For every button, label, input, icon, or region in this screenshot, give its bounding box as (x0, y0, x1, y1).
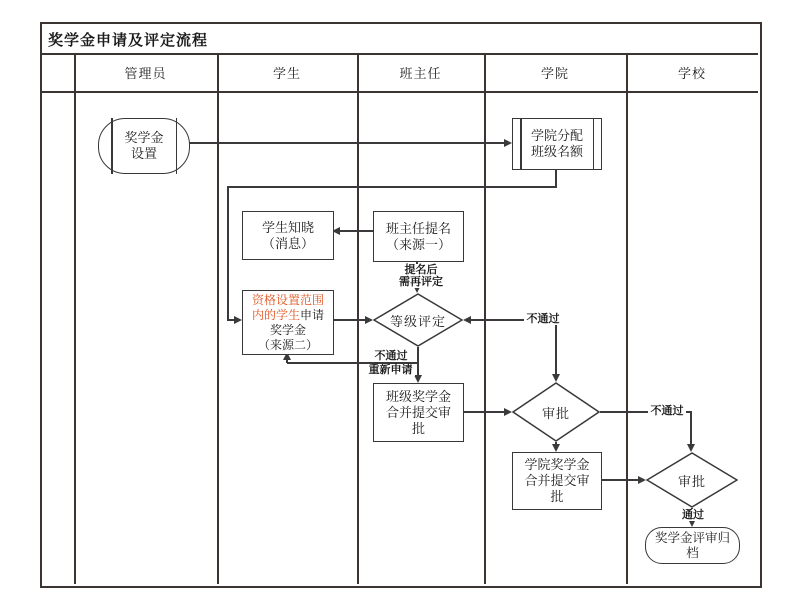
lane-divider (74, 53, 76, 584)
node-text: （来源二） (257, 337, 318, 352)
node-text: 审批 (541, 405, 570, 421)
node-school-approval (646, 452, 738, 508)
arrowhead (638, 476, 646, 484)
node-text: 合并提交审 (524, 473, 590, 488)
node-text: 学院分配 (530, 128, 583, 143)
cylinder-edge (111, 118, 113, 174)
node-text: 学生知晓 (261, 219, 314, 235)
node-student-notified (242, 211, 334, 260)
connector-line (340, 230, 373, 232)
node-scholarship-setup (98, 118, 190, 174)
node-text: 批 (411, 420, 425, 436)
connector-line (332, 319, 366, 321)
node-college-submit (512, 452, 602, 510)
node-text: 奖学金 (269, 322, 306, 337)
node-archive (645, 527, 740, 564)
arrowhead (414, 375, 422, 383)
connector-line (462, 411, 505, 413)
connector-line (690, 412, 692, 445)
connector-line (600, 479, 639, 481)
node-college-allocate (512, 118, 602, 170)
predefined-process-bar (520, 118, 522, 170)
node-college-approval (512, 382, 600, 442)
connector-line (228, 186, 557, 188)
predefined-process-bar (593, 118, 595, 170)
lane-header-admin: 管理员 (124, 66, 167, 81)
node-text: 档 (686, 545, 699, 560)
node-text: 批 (550, 489, 564, 504)
node-grade-evaluation (373, 293, 463, 347)
node-text: 设置 (130, 146, 157, 161)
lane-divider (217, 53, 219, 584)
plain-text: 申请 (300, 307, 325, 322)
edge-label-reapply: 重新申请 (366, 364, 415, 376)
edge-label-after-nomination (395, 264, 447, 288)
node-text: 审批 (677, 473, 706, 489)
arrowhead (552, 444, 560, 452)
edge-label-fail: 不通过 (372, 350, 410, 362)
connector-line (227, 186, 229, 321)
cylinder-edge (176, 118, 178, 174)
arrowhead (504, 139, 512, 147)
node-student-apply (242, 290, 334, 355)
node-text: 班主任提名 (385, 220, 451, 236)
connector-line (555, 320, 557, 375)
node-text (252, 293, 324, 308)
edge-label-fail: 不通过 (524, 313, 562, 325)
node-teacher-nominate (373, 211, 464, 262)
lane-header-college: 学院 (540, 66, 569, 81)
arrowhead (463, 316, 471, 324)
node-class-submit (373, 383, 464, 442)
node-text: 奖学金 (124, 130, 164, 145)
node-text: （消息） (261, 235, 314, 251)
node-text: 合并提交审 (385, 404, 451, 420)
arrowhead (687, 444, 695, 452)
arrowhead (552, 374, 560, 382)
node-text: （来源一） (385, 236, 451, 252)
lane-divider (626, 53, 628, 584)
edge-label-text: 提名后 (404, 264, 438, 276)
arrowhead (504, 408, 512, 416)
node-text: 班级名额 (530, 144, 583, 159)
node-text: 班级奖学金 (385, 388, 451, 404)
header-divider (40, 91, 758, 93)
page-title: 奖学金申请及评定流程 (48, 32, 209, 49)
lane-header-school: 学校 (677, 66, 706, 81)
lane-header-class-teacher: 班主任 (399, 66, 442, 81)
node-text: 学院奖学金 (524, 457, 590, 472)
highlighted-text: 内的学生 (251, 307, 300, 322)
edge-label-fail: 不通过 (648, 405, 686, 417)
lane-header-student: 学生 (272, 66, 301, 81)
arrowhead (234, 316, 242, 324)
highlighted-text: 资格设置范围 (251, 292, 324, 307)
node-text: 等级评定 (389, 313, 446, 329)
edge-label-pass: 通过 (679, 509, 707, 521)
connector-line (188, 142, 505, 144)
edge-label-text: 需再评定 (399, 276, 443, 288)
node-text: 奖学金评审归 (654, 530, 730, 545)
connector-line (555, 168, 557, 187)
title-divider (40, 53, 758, 55)
node-text (252, 308, 324, 323)
arrowhead (365, 316, 373, 324)
